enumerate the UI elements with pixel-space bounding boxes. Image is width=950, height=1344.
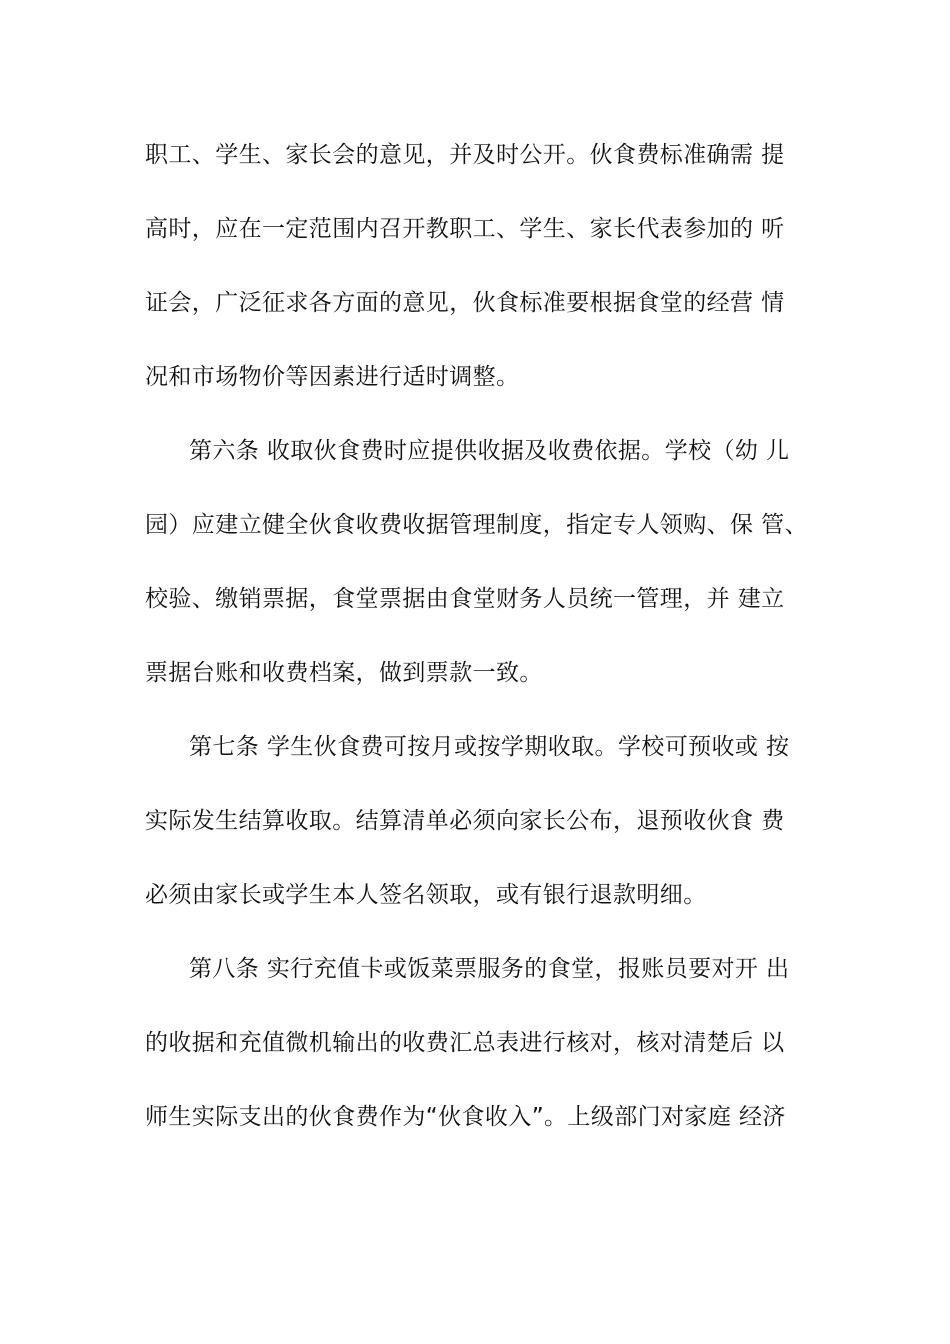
article-8-heading-line: 第八条 实行充值卡或饭菜票服务的食堂，报账员要对开 出 xyxy=(189,956,790,982)
text-line-10: 实际发生结算收取。结算清单必须向家长公布，退预收伙食 费 xyxy=(145,808,785,834)
text-line-6: 园）应建立健全伙食收费收据管理制度，指定专人领购、保 管、 xyxy=(145,512,808,538)
text-line-8: 票据台账和收费档案，做到票款一致。 xyxy=(145,660,543,686)
article-6-heading-line: 第六条 收取伙食费时应提供收据及收费依据。学校（幼 儿 xyxy=(189,438,790,464)
text-line-14: 师生实际支出的伙食费作为“伙食收入”。上级部门对家庭 经济 xyxy=(145,1104,786,1130)
text-line-11: 必须由家长或学生本人签名领取，或有银行退款明细。 xyxy=(145,882,707,908)
text-line-7: 校验、缴销票据，食堂票据由食堂财务人员统一管理，并 建立 xyxy=(145,586,785,612)
text-line-13: 的收据和充值微机输出的收费汇总表进行核对，核对清楚后 以 xyxy=(145,1030,785,1056)
article-7-heading-line: 第七条 学生伙食费可按月或按学期收取。学校可预收或 按 xyxy=(189,734,790,760)
text-line-3: 证会，广泛征求各方面的意见，伙食标准要根据食堂的经营 情 xyxy=(145,290,785,316)
text-line-1: 职工、学生、家长会的意见，并及时公开。伙食费标准确需 提 xyxy=(145,142,785,168)
text-line-2: 高时，应在一定范围内召开教职工、学生、家长代表参加的 听 xyxy=(145,216,785,242)
text-line-4: 况和市场物价等因素进行适时调整。 xyxy=(145,364,520,390)
